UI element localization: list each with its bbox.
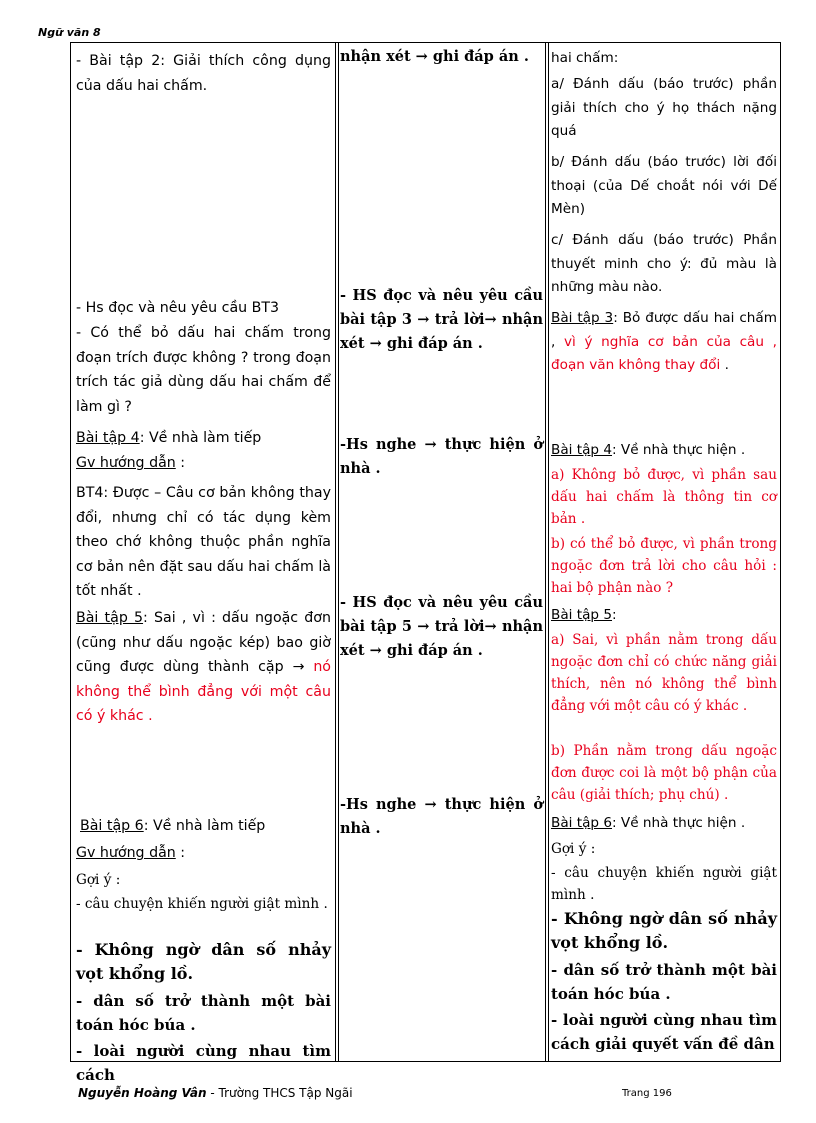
student-activity: nhận xét → ghi đáp án .	[340, 48, 529, 65]
exercise-5-text: Bài tập 5: Sai , vì : dấu ngoặc đơn (cũng như dấu ngoặc kép) bao giờ cũng được dùng thành cặp → nó không thể bình đẳng với một câu có ý khác .	[76, 610, 331, 724]
answer-text: hai chấm:	[551, 50, 619, 66]
column-divider	[548, 43, 549, 1061]
student-activity: - HS đọc và nêu yêu cầu bài tập 5 → trả lời→ nhận xét → ghi đáp án .	[340, 594, 543, 659]
exercise-4-answer: b) có thể bỏ được, vì phần trong ngoặc đơn trả lời cho câu hỏi : hai bộ phận nào ?	[551, 536, 777, 596]
exercise-4-heading: Bài tập 4: Về nhà làm tiếp	[76, 430, 262, 446]
answer-text: b/ Đánh dấu (báo trước) lời đối thoại (của Dế choắt nói với Dế Mèn)	[551, 154, 777, 217]
exercise-6-line: - dân số trở thành một bài toán hóc búa .	[76, 992, 331, 1034]
exercise-6-line: - câu chuyện khiến người giật mình .	[76, 896, 328, 912]
exercise-6-line: - câu chuyện khiến người giật mình .	[551, 865, 777, 903]
exercise-6-hint: Gợi ý :	[551, 841, 596, 857]
column-divider	[545, 43, 546, 1061]
exercise-5-answer: a) Sai, vì phần nằm trong dấu ngoặc đơn chỉ có chức năng giải thích, nên nó không thể bình đẳng với một câu có ý khác .	[551, 632, 777, 714]
lesson-table	[70, 42, 781, 1084]
student-activity: - HS đọc và nêu yêu cầu bài tập 3 → trả lời→ nhận xét → ghi đáp án .	[340, 287, 543, 352]
answer-text: a/ Đánh dấu (báo trước) phần giải thích cho ý họ thách nặng quá	[551, 76, 777, 139]
exercise-3-answer: Bài tập 3: Bỏ được dấu hai chấm , vì ý nghĩa cơ bản của câu , đoạn văn không thay đổi .	[551, 310, 777, 373]
content-column	[551, 43, 777, 1061]
exercise-6-heading: Bài tập 6: Về nhà làm tiếp	[80, 818, 266, 834]
exercise-6-line: - Không ngờ dân số nhảy vọt khổng lồ.	[76, 940, 331, 983]
teacher-column	[76, 43, 331, 1084]
exercise-3-prompt: - Hs đọc và nêu yêu cầu BT3	[76, 300, 280, 316]
header-title: Ngữ văn 8	[38, 26, 101, 39]
exercise-6-heading: Bài tập 6: Về nhà thực hiện .	[551, 815, 746, 831]
student-column	[340, 43, 543, 1061]
exercise-6-line: - loài người cùng nhau tìm cách	[76, 1042, 331, 1084]
exercise-2-prompt: - Bài tập 2: Giải thích công dụng của dấu hai chấm.	[76, 53, 331, 94]
exercise-5-answer: b) Phần nằm trong dấu ngoặc đơn được coi là một bộ phận của câu (giải thích; phụ chú) .	[551, 743, 777, 803]
student-activity: -Hs nghe → thực hiện ở nhà .	[340, 436, 543, 477]
student-activity: -Hs nghe → thực hiện ở nhà .	[340, 796, 543, 837]
exercise-4-answer: a) Không bỏ được, vì phần sau dấu hai chấm là thông tin cơ bản .	[551, 467, 777, 527]
exercise-4-guide: Gv hướng dẫn :	[76, 455, 186, 471]
column-divider	[338, 43, 339, 1061]
exercise-6-hint: Gợi ý :	[76, 872, 121, 888]
column-divider	[335, 43, 336, 1061]
exercise-6-line: - Không ngờ dân số nhảy vọt khổng lồ.	[551, 909, 777, 952]
exercise-5-heading: Bài tập 5:	[551, 607, 617, 623]
answer-text: c/ Đánh dấu (báo trước) Phần thuyết minh cho ý: đủ màu là những màu nào.	[551, 232, 777, 295]
exercise-6-line: - dân số trở thành một bài toán hóc búa .	[551, 961, 777, 1003]
exercise-6-guide: Gv hướng dẫn :	[76, 845, 186, 861]
exercise-4-heading: Bài tập 4: Về nhà thực hiện .	[551, 442, 746, 458]
exercise-4-text: BT4: Được – Câu cơ bản không thay đổi, nhưng chỉ có tác dụng kèm theo chớ không thuộc phần nghĩa cơ bản nên đặt sau dấu hai chấm là tốt nhất .	[76, 485, 331, 599]
page-number: Trang 196	[622, 1088, 672, 1099]
exercise-6-line: - loài người cùng nhau tìm cách giải quyết vấn đề dân	[551, 1011, 777, 1053]
exercise-3-question: - Có thể bỏ dấu hai chấm trong đoạn trích được không ? trong đoạn trích tác giả dùng dấu hai chấm để làm gì ?	[76, 325, 331, 415]
footer-author: Nguyễn Hoàng Vân - Trường THCS Tập Ngãi	[78, 1086, 353, 1100]
